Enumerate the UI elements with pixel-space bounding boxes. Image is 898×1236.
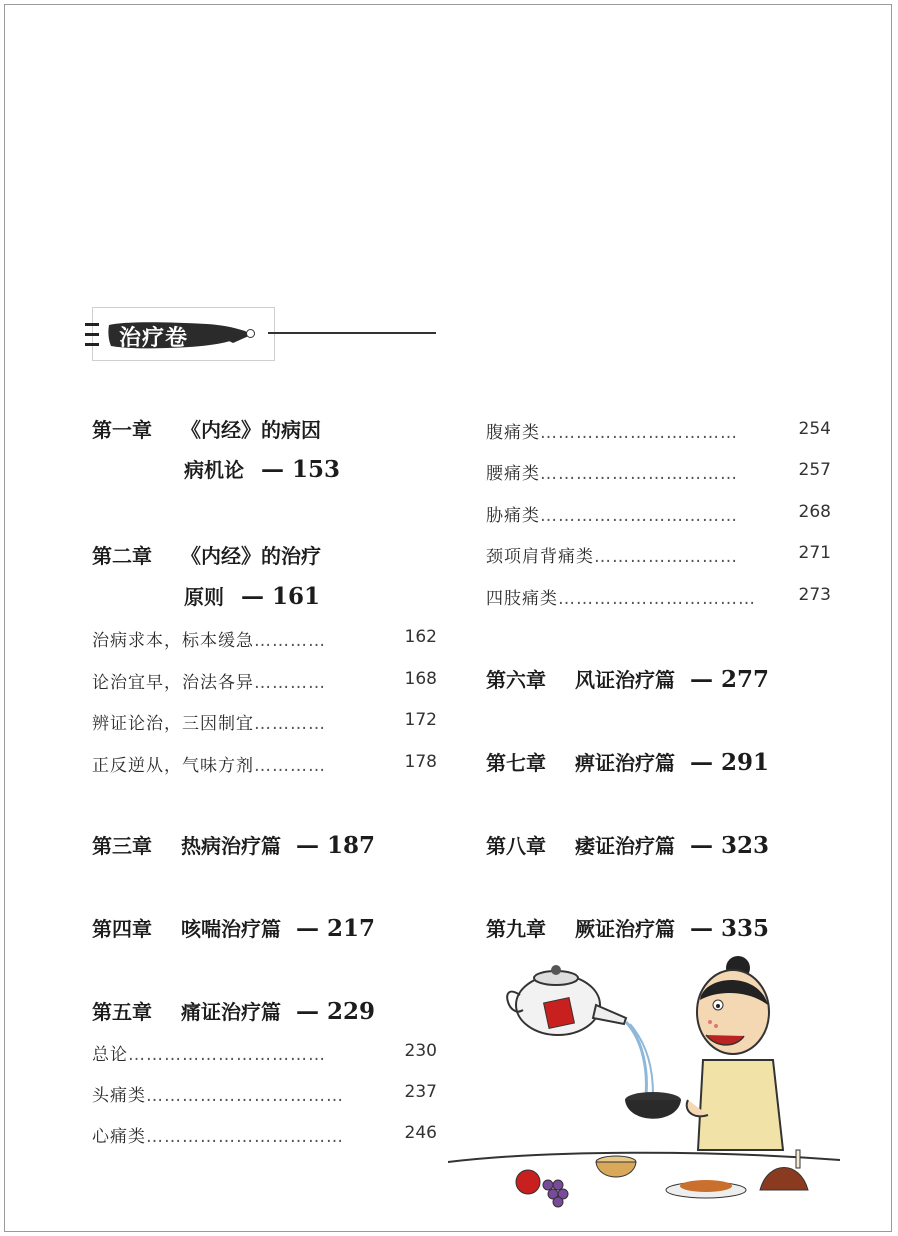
chapter-9-heading[interactable] (486, 913, 769, 942)
chapter-label: 第七章 (486, 751, 546, 775)
entry-page: 273 (798, 585, 831, 605)
toc-entry[interactable] (486, 501, 738, 526)
toc-entry[interactable] (92, 1122, 344, 1147)
leader-dots: ………… (254, 673, 326, 693)
chapter-page: — 335 (689, 915, 769, 942)
toc-entry[interactable] (92, 668, 326, 693)
entry-page: 237 (404, 1082, 437, 1102)
chapter-label: 第九章 (486, 917, 546, 941)
banner-rule (268, 332, 436, 334)
chapter-title: 厥证治疗篇 (574, 917, 675, 941)
leader-dots: …………………………… (540, 506, 738, 526)
entry-page: 168 (404, 669, 437, 689)
banner-dot (246, 329, 255, 338)
entry-page: 162 (404, 627, 437, 647)
toc-entry[interactable] (92, 751, 326, 776)
chapter-label: 第六章 (486, 668, 546, 692)
entry-page: 254 (798, 419, 831, 439)
chapter-label: 第三章 (92, 834, 152, 858)
toc-entry[interactable] (92, 1081, 344, 1106)
chapter-7-heading[interactable] (486, 747, 769, 776)
toc-entry[interactable] (486, 542, 738, 567)
entry-page: 268 (798, 502, 831, 522)
chapter-page: — 291 (689, 749, 769, 776)
chapter-1-heading-line2[interactable] (184, 454, 340, 483)
entry-title: 四肢痛类 (486, 589, 558, 609)
leader-dots: …………………… (594, 547, 738, 567)
chapter-title-cont: 原则 (184, 585, 224, 609)
toc-entry[interactable] (486, 459, 738, 484)
chapter-4-heading[interactable] (92, 913, 375, 942)
scholar-figure-icon (687, 956, 783, 1150)
chapter-title: 痿证治疗篇 (574, 834, 675, 858)
chapter-2-heading[interactable] (92, 540, 321, 569)
leader-dots: …………………………… (540, 464, 738, 484)
entry-page: 178 (404, 752, 437, 772)
chapter-page: — 161 (240, 583, 320, 610)
entry-title: 胁痛类 (486, 506, 540, 526)
chapter-title: 风证治疗篇 (574, 668, 675, 692)
entry-page: 230 (404, 1041, 437, 1061)
entry-page: 172 (404, 710, 437, 730)
entry-title: 治病求本，标本缓急 (92, 631, 254, 651)
banner-stripes (85, 323, 101, 353)
toc-entry[interactable] (92, 709, 326, 734)
chapter-6-heading[interactable] (486, 664, 769, 693)
chapter-title: 热病治疗篇 (180, 834, 281, 858)
chapter-title-cont: 病机论 (184, 458, 244, 482)
entry-title: 颈项肩背痛类 (486, 547, 594, 567)
entry-title: 腰痛类 (486, 464, 540, 484)
leader-dots: …………………………… (146, 1086, 344, 1106)
entry-page: 246 (404, 1123, 437, 1143)
leader-dots: ………… (254, 631, 326, 651)
toc-entry[interactable] (92, 626, 326, 651)
chapter-2-heading-line2[interactable] (184, 581, 320, 610)
leader-dots: ………… (254, 756, 326, 776)
chapter-label: 第四章 (92, 917, 152, 941)
toc-entry[interactable] (92, 1040, 326, 1065)
entry-title: 正反逆从，气味方剂 (92, 756, 254, 776)
toc-entry[interactable] (486, 418, 738, 443)
chapter-page: — 323 (689, 832, 769, 859)
entry-title: 总论 (92, 1045, 128, 1065)
entry-title: 论治宜早，治法各异 (92, 673, 254, 693)
entry-title: 头痛类 (92, 1086, 146, 1106)
toc-entry[interactable] (486, 584, 756, 609)
chapter-label: 第一章 (92, 418, 152, 442)
leader-dots: …………………………… (540, 423, 738, 443)
leader-dots: …………………………… (146, 1127, 344, 1147)
chapter-page: — 217 (295, 915, 375, 942)
entry-title: 心痛类 (92, 1127, 146, 1147)
entry-page: 257 (798, 460, 831, 480)
leader-dots: ………… (254, 714, 326, 734)
chapter-page: — 277 (689, 666, 769, 693)
entry-title: 腹痛类 (486, 423, 540, 443)
teapot-icon (507, 965, 626, 1035)
chapter-page: — 187 (295, 832, 375, 859)
entry-page: 271 (798, 543, 831, 563)
chapter-5-heading[interactable] (92, 996, 375, 1025)
chapter-label: 第八章 (486, 834, 546, 858)
chapter-title: 咳喘治疗篇 (180, 917, 281, 941)
section-title: 治疗卷 (119, 325, 189, 351)
chapter-page: — 153 (260, 456, 340, 483)
leader-dots: …………………………… (128, 1045, 326, 1065)
chapter-title: 《内经》的治疗 (180, 544, 321, 568)
chapter-3-heading[interactable] (92, 830, 375, 859)
entry-title: 辨证论治，三因制宜 (92, 714, 254, 734)
cartoon-scholar-pouring-tea-icon (448, 950, 840, 1212)
chapter-label: 第五章 (92, 1000, 152, 1024)
chapter-8-heading[interactable] (486, 830, 769, 859)
chapter-page: — 229 (295, 998, 375, 1025)
chapter-title: 《内经》的病因 (180, 418, 321, 442)
chapter-label: 第二章 (92, 544, 152, 568)
leader-dots: …………………………… (558, 589, 756, 609)
chapter-1-heading[interactable] (92, 414, 321, 443)
chapter-title: 痛证治疗篇 (180, 1000, 281, 1024)
chapter-title: 痹证治疗篇 (574, 751, 675, 775)
